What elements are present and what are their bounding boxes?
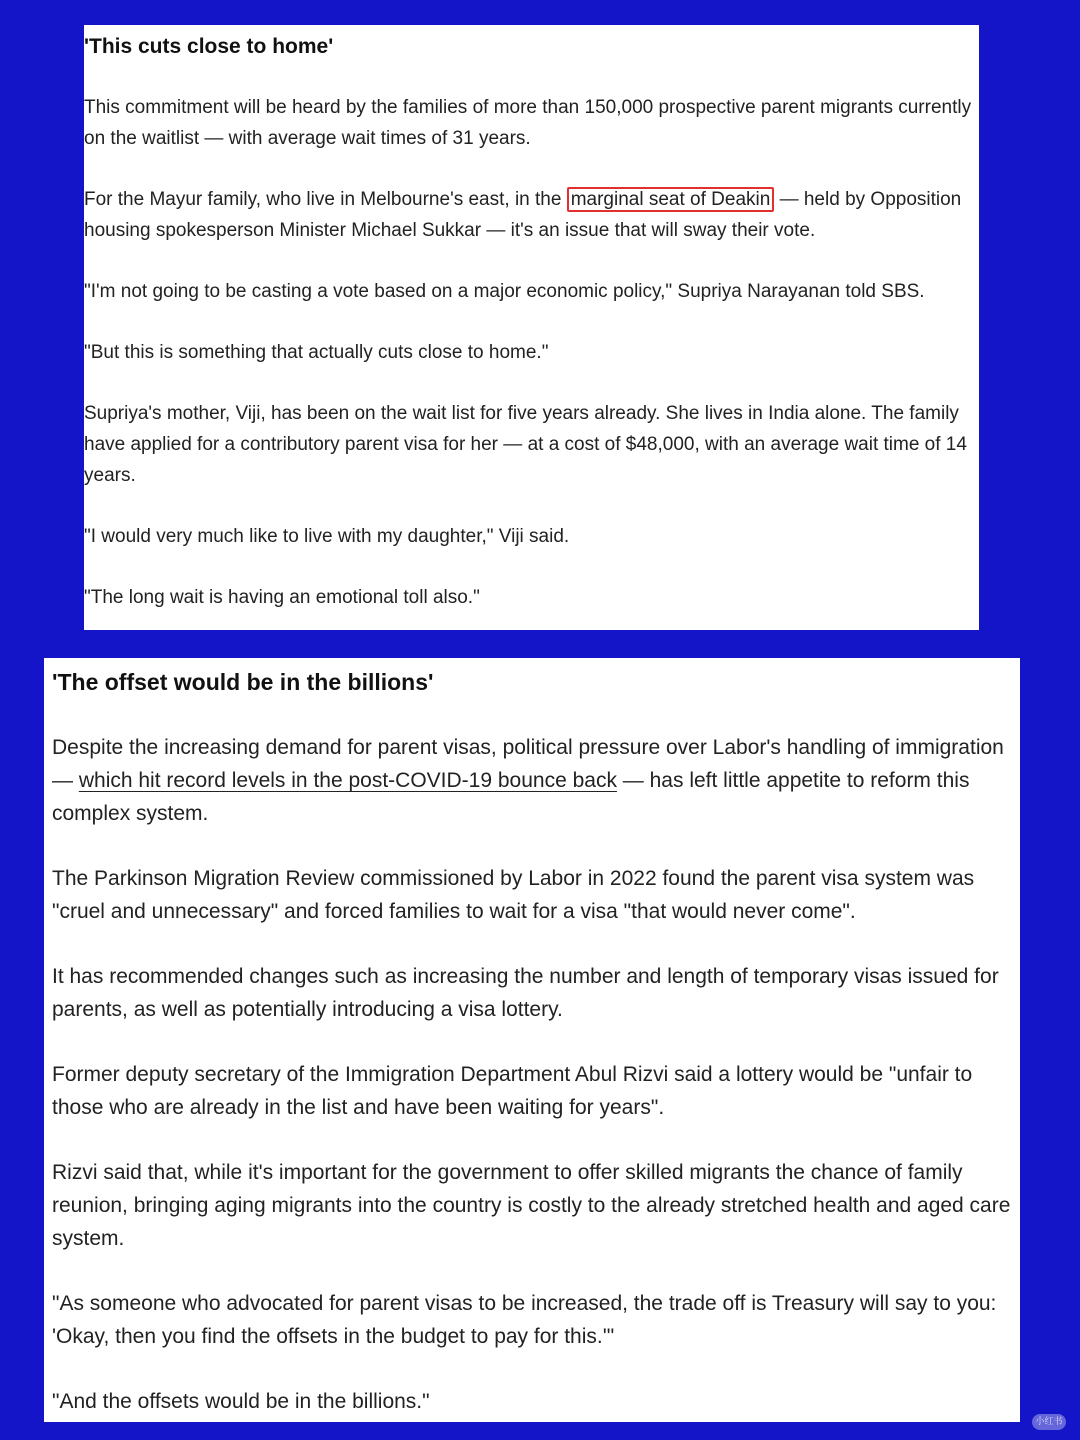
paragraph-rizvi-cost: Rizvi said that, while it's important for the government to offer skilled migrants the chance of family reunion, bringing aging migrants into the country is costly to the already stretched health and aged care system. bbox=[52, 1161, 1011, 1250]
paragraph-text: Despite the increasing demand for parent visas, political pressure over Labor's handling of immigration — bbox=[52, 736, 1004, 792]
paragraph-parkinson-review: The Parkinson Migration Review commissioned by Labor in 2022 found the parent visa system was "cruel and unnecessary" and forced families to wait for a visa "that would never come". bbox=[52, 867, 975, 923]
article-panel-bottom bbox=[44, 658, 1020, 1422]
paragraph-waitlist: This commitment will be heard by the families of more than 150,000 prospective parent migrants currently on the waitlist — with average wait times of 31 years. bbox=[84, 97, 972, 149]
quote-billions: "And the offsets would be in the billions." bbox=[52, 1390, 430, 1413]
quote-viji-daughter: "I would very much like to live with my daughter," Viji said. bbox=[84, 526, 570, 547]
paragraph-mayur-family bbox=[84, 184, 979, 246]
paragraph-recommended-changes: It has recommended changes such as increasing the number and length of temporary visas issued for parents, as well as potentially introducing a visa lottery. bbox=[52, 965, 999, 1021]
section-heading: 'The offset would be in the billions' bbox=[52, 669, 434, 695]
quote-close-to-home: "But this is something that actually cuts close to home." bbox=[84, 342, 549, 363]
article-panel-top bbox=[84, 25, 979, 630]
highlighted-phrase: marginal seat of Deakin bbox=[567, 187, 775, 212]
watermark-logo: 小红书 bbox=[1032, 1414, 1066, 1430]
section-heading: 'This cuts close to home' bbox=[84, 35, 334, 58]
paragraph-viji: Supriya's mother, Viji, has been on the wait list for five years already. She lives in India alone. The family have applied for a contributory parent visa for her — at a cost of $48,000, with an average wait time of 14 years. bbox=[84, 403, 967, 486]
paragraph-text: For the Mayur family, who live in Melbourne's east, in the bbox=[84, 189, 567, 210]
paragraph-rizvi-lottery: Former deputy secretary of the Immigration Department Abul Rizvi said a lottery would be "unfair to those who are already in the list and have been waiting for years". bbox=[52, 1063, 973, 1119]
paragraph-text: — has left little appetite to reform this complex system. bbox=[52, 769, 970, 825]
record-levels-link[interactable]: which hit record levels in the post-COVID-19 bounce back bbox=[78, 769, 617, 792]
paragraph-text: — held by Opposition housing spokesperson Minister Michael Sukkar — it's an issue that will sway their vote. bbox=[84, 189, 962, 241]
quote-treasury: "As someone who advocated for parent visas to be increased, the trade off is Treasury will say to you: 'Okay, then you find the offsets in the budget to pay for this.'" bbox=[52, 1292, 997, 1348]
quote-emotional-toll: "The long wait is having an emotional toll also." bbox=[84, 587, 480, 608]
quote-supriya: "I'm not going to be casting a vote based on a major economic policy," Supriya Narayanan told SBS. bbox=[84, 281, 925, 302]
paragraph-political-pressure bbox=[52, 731, 1016, 830]
